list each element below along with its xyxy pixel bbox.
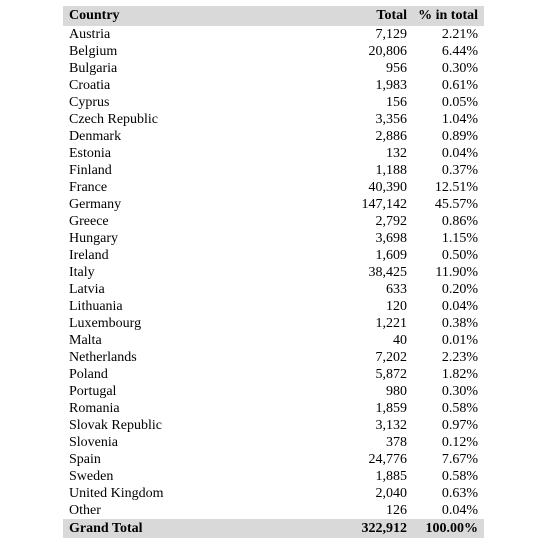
country-cell: Czech Republic bbox=[69, 112, 159, 127]
country-cell: Slovak Republic bbox=[69, 418, 162, 433]
country-cell: Slovenia bbox=[69, 435, 118, 450]
percent-cell: 11.90% bbox=[435, 265, 478, 280]
total-cell: 2,792 bbox=[375, 214, 407, 229]
percent-cell: 0.50% bbox=[441, 248, 478, 263]
total-cell: 378 bbox=[386, 435, 407, 450]
total-cell: 1,983 bbox=[375, 78, 407, 93]
country-cell: Latvia bbox=[69, 282, 105, 297]
country-cell: Lithuania bbox=[69, 299, 123, 314]
table-row bbox=[63, 111, 484, 128]
country-cell: Italy bbox=[69, 265, 95, 280]
country-cell: Poland bbox=[69, 367, 108, 382]
country-cell: France bbox=[69, 180, 108, 195]
country-totals-table-wrapper bbox=[63, 6, 484, 538]
percent-cell: 2.21% bbox=[441, 27, 478, 42]
percent-cell: 0.63% bbox=[441, 486, 478, 501]
country-cell: Denmark bbox=[69, 129, 122, 144]
country-cell: Belgium bbox=[69, 44, 118, 59]
total-cell: 2,886 bbox=[375, 129, 407, 144]
table-header-row bbox=[63, 6, 484, 26]
total-cell: 2,040 bbox=[375, 486, 407, 501]
percent-cell: 0.97% bbox=[441, 418, 478, 433]
percent-cell: 0.20% bbox=[441, 282, 478, 297]
grand-total-label: Grand Total bbox=[63, 519, 246, 538]
total-cell: 7,202 bbox=[375, 350, 407, 365]
table-row bbox=[63, 145, 484, 162]
percent-cell: 0.58% bbox=[441, 401, 478, 416]
total-cell: 7,129 bbox=[375, 27, 407, 42]
country-cell: Malta bbox=[69, 333, 102, 348]
table-row bbox=[63, 230, 484, 247]
table-row bbox=[63, 502, 484, 519]
percent-cell: 0.86% bbox=[441, 214, 478, 229]
percent-cell: 0.12% bbox=[441, 435, 478, 450]
total-cell: 120 bbox=[386, 299, 407, 314]
table-row bbox=[63, 451, 484, 468]
table-row bbox=[63, 264, 484, 281]
percent-cell: 0.30% bbox=[441, 61, 478, 76]
table-row bbox=[63, 247, 484, 264]
percent-cell: 0.61% bbox=[441, 78, 478, 93]
country-cell: Austria bbox=[69, 27, 111, 42]
total-cell: 3,132 bbox=[375, 418, 407, 433]
country-cell: Romania bbox=[69, 401, 120, 416]
total-cell: 38,425 bbox=[368, 265, 407, 280]
total-cell: 633 bbox=[386, 282, 407, 297]
country-cell: Cyprus bbox=[69, 95, 110, 110]
country-cell: Netherlands bbox=[69, 350, 137, 365]
total-cell: 20,806 bbox=[368, 44, 407, 59]
country-cell: Bulgaria bbox=[69, 61, 118, 76]
country-cell: Finland bbox=[69, 163, 112, 178]
table-row bbox=[63, 366, 484, 383]
table-row bbox=[63, 94, 484, 111]
table-body bbox=[63, 26, 484, 519]
total-cell: 1,885 bbox=[375, 469, 407, 484]
percent-cell: 0.37% bbox=[441, 163, 478, 178]
total-cell: 40,390 bbox=[368, 180, 407, 195]
total-cell: 1,188 bbox=[375, 163, 407, 178]
country-cell: Spain bbox=[69, 452, 101, 467]
total-cell: 24,776 bbox=[368, 452, 407, 467]
table-row bbox=[63, 332, 484, 349]
table-row bbox=[63, 43, 484, 60]
total-cell: 980 bbox=[386, 384, 407, 399]
total-cell: 5,872 bbox=[375, 367, 407, 382]
table-row bbox=[63, 349, 484, 366]
table-row bbox=[63, 281, 484, 298]
column-header-country: Country bbox=[63, 6, 246, 26]
column-header-percent: % in total bbox=[411, 6, 484, 26]
total-cell: 1,221 bbox=[375, 316, 407, 331]
total-cell: 1,609 bbox=[375, 248, 407, 263]
percent-cell: 0.30% bbox=[441, 384, 478, 399]
table-row bbox=[63, 196, 484, 213]
percent-cell: 7.67% bbox=[441, 452, 478, 467]
country-cell: Sweden bbox=[69, 469, 114, 484]
total-cell: 126 bbox=[386, 503, 407, 518]
table-row bbox=[63, 60, 484, 77]
country-cell: Greece bbox=[69, 214, 109, 229]
country-cell: Portugal bbox=[69, 384, 117, 399]
total-cell: 3,698 bbox=[375, 231, 407, 246]
total-cell: 156 bbox=[386, 95, 407, 110]
table-row bbox=[63, 485, 484, 502]
table-row bbox=[63, 162, 484, 179]
percent-cell: 0.04% bbox=[441, 503, 478, 518]
country-cell: Germany bbox=[69, 197, 122, 212]
country-cell: Other bbox=[69, 503, 101, 518]
country-cell: Croatia bbox=[69, 78, 111, 93]
grand-total-value: 322,912 bbox=[246, 519, 411, 538]
table-row bbox=[63, 417, 484, 434]
table-row bbox=[63, 434, 484, 451]
percent-cell: 0.04% bbox=[441, 146, 478, 161]
percent-cell: 2.23% bbox=[441, 350, 478, 365]
table-row bbox=[63, 468, 484, 485]
percent-cell: 45.57% bbox=[434, 197, 478, 212]
percent-cell: 1.15% bbox=[441, 231, 478, 246]
column-header-total: Total bbox=[246, 6, 411, 26]
table-row bbox=[63, 179, 484, 196]
percent-cell: 0.05% bbox=[441, 95, 478, 110]
country-cell: Ireland bbox=[69, 248, 109, 263]
percent-cell: 6.44% bbox=[441, 44, 478, 59]
total-cell: 40 bbox=[393, 333, 407, 348]
total-cell: 1,859 bbox=[375, 401, 407, 416]
total-cell: 3,356 bbox=[375, 112, 407, 127]
table-row bbox=[63, 128, 484, 145]
country-totals-table bbox=[63, 6, 484, 538]
percent-cell: 0.01% bbox=[441, 333, 478, 348]
percent-cell: 0.89% bbox=[441, 129, 478, 144]
table-row bbox=[63, 213, 484, 230]
total-cell: 132 bbox=[386, 146, 407, 161]
percent-cell: 0.04% bbox=[441, 299, 478, 314]
total-cell: 956 bbox=[386, 61, 407, 76]
percent-cell: 12.51% bbox=[434, 180, 478, 195]
grand-total-row bbox=[63, 519, 484, 538]
grand-total-percent: 100.00% bbox=[411, 519, 484, 538]
country-cell: Hungary bbox=[69, 231, 118, 246]
table-row bbox=[63, 26, 484, 43]
table-row bbox=[63, 315, 484, 332]
percent-cell: 1.04% bbox=[441, 112, 478, 127]
table-row bbox=[63, 298, 484, 315]
country-cell: Estonia bbox=[69, 146, 111, 161]
percent-cell: 1.82% bbox=[441, 367, 478, 382]
percent-cell: 0.58% bbox=[441, 469, 478, 484]
table-row bbox=[63, 383, 484, 400]
total-cell: 147,142 bbox=[361, 197, 407, 212]
country-cell: United Kingdom bbox=[69, 486, 164, 501]
table-row bbox=[63, 400, 484, 417]
percent-cell: 0.38% bbox=[441, 316, 478, 331]
table-row bbox=[63, 77, 484, 94]
country-cell: Luxembourg bbox=[69, 316, 142, 331]
